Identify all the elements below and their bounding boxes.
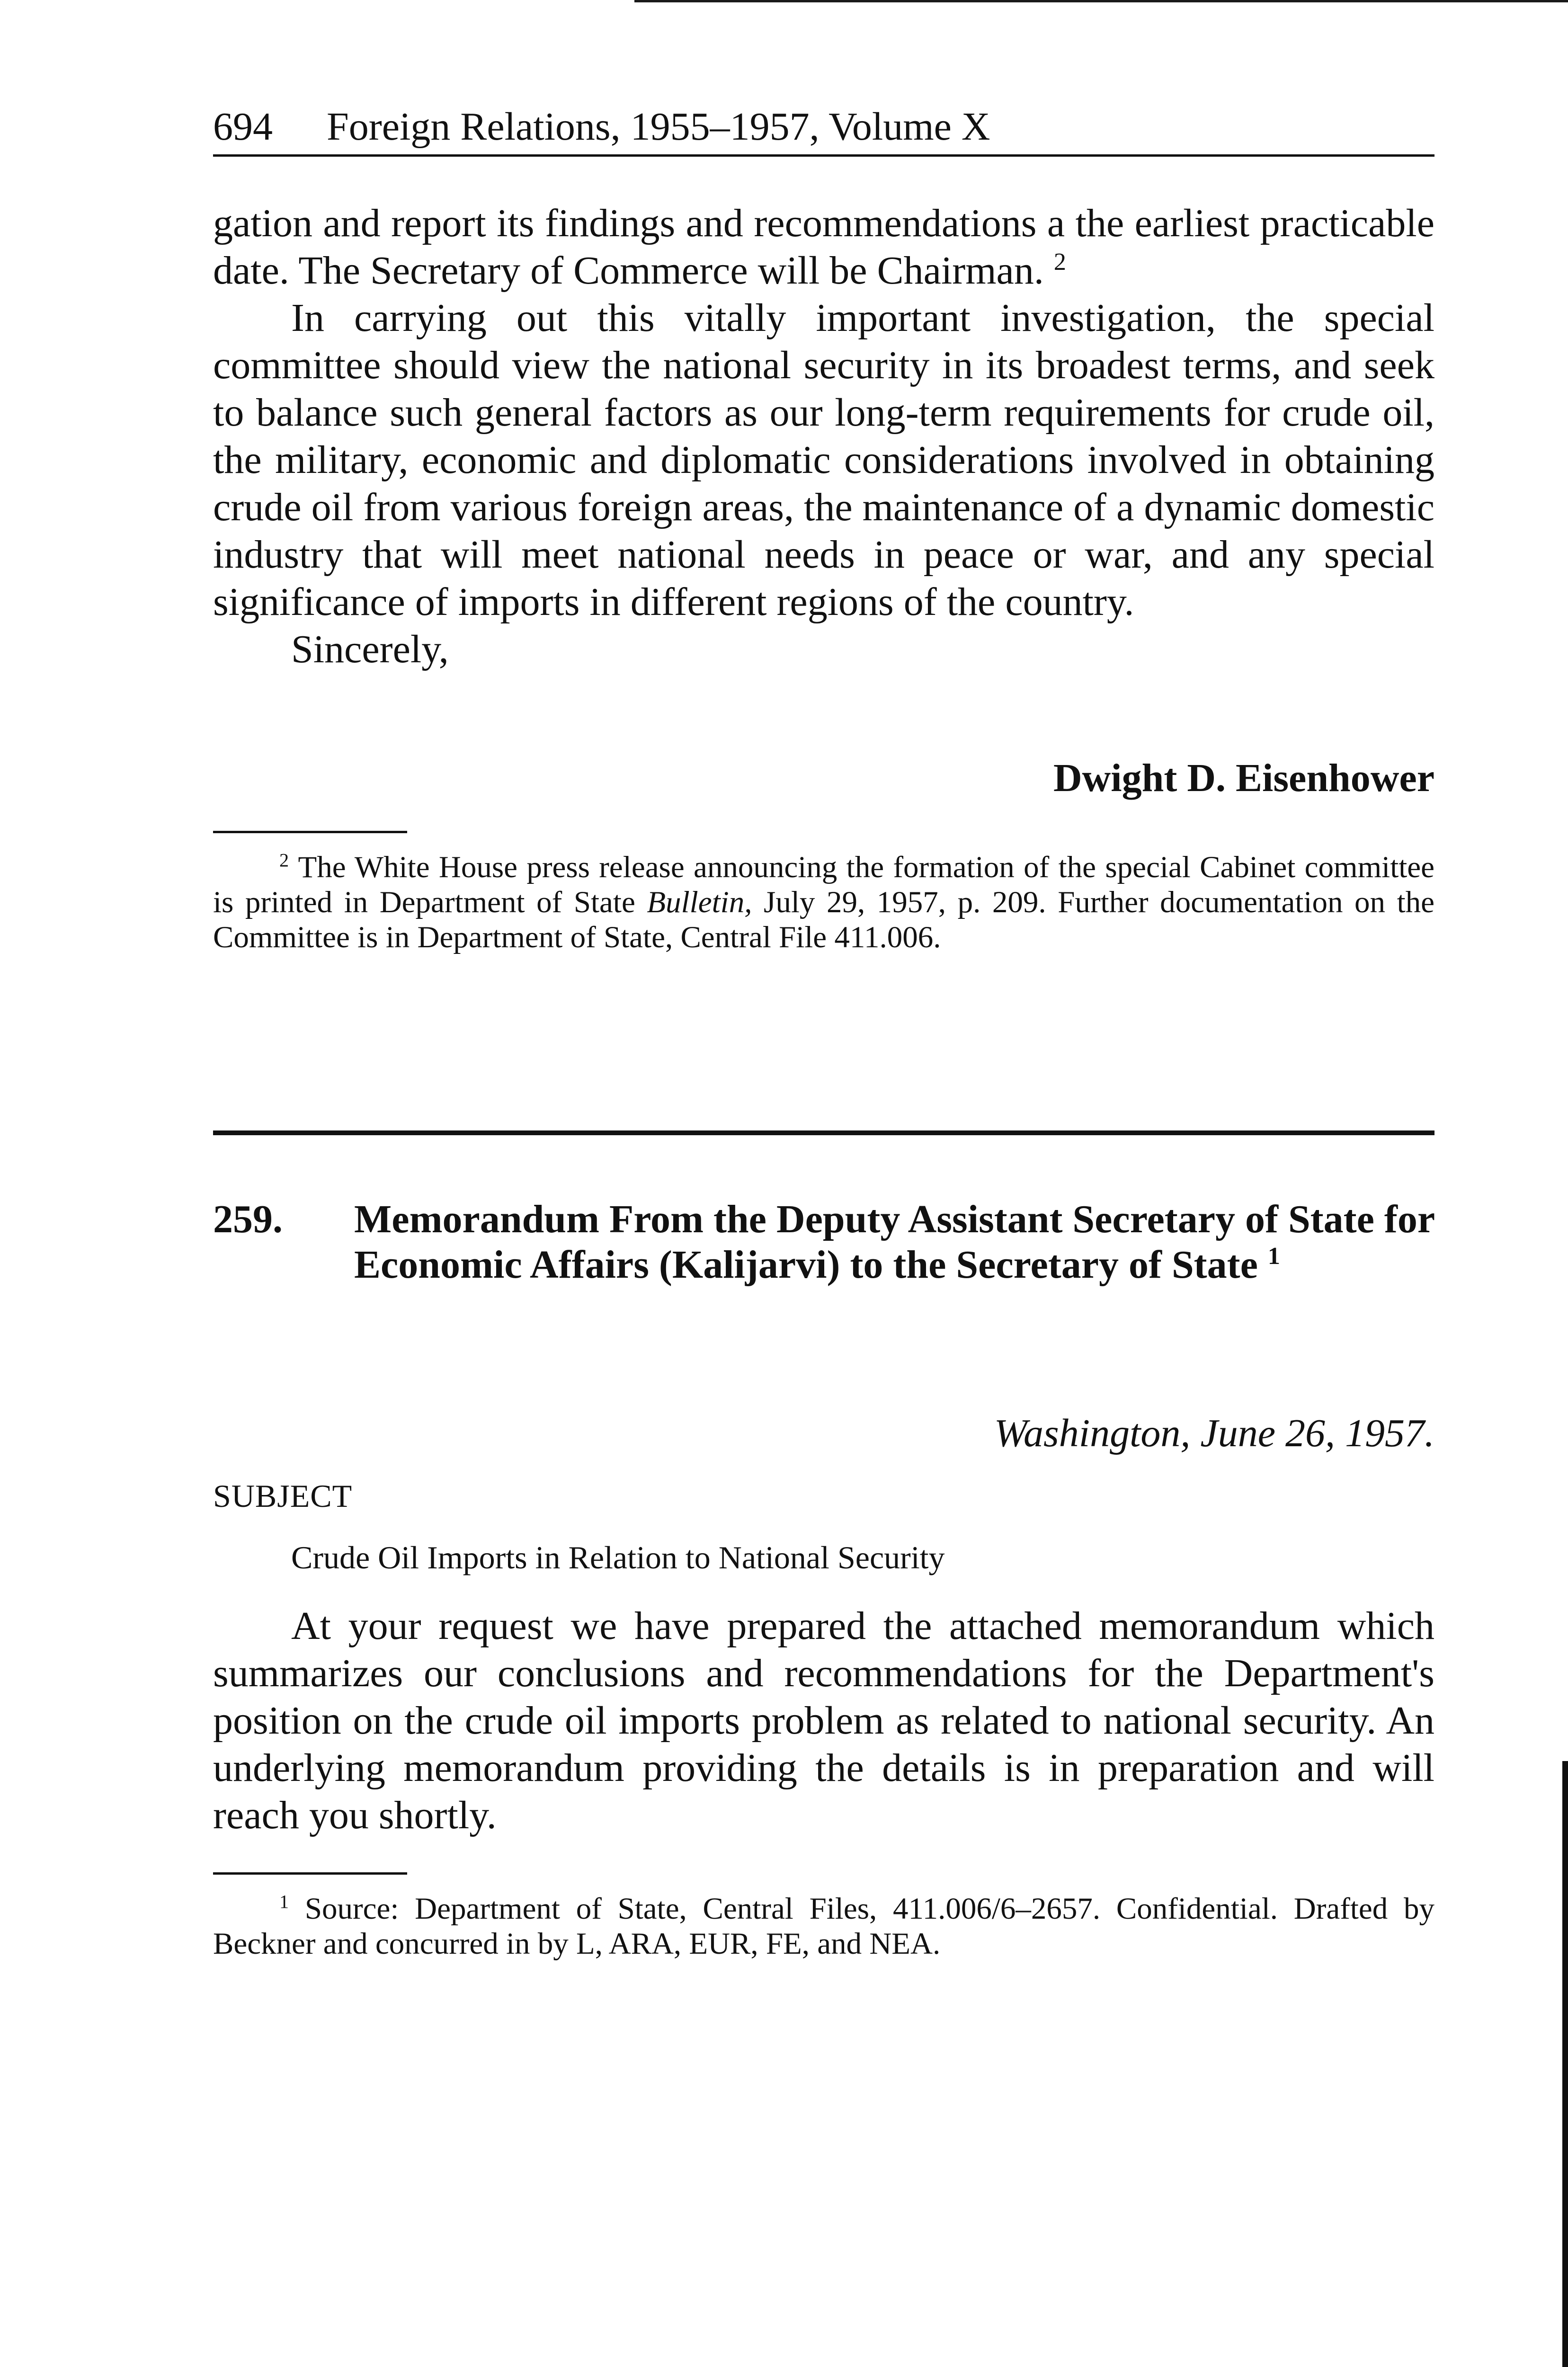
footnote-2-italic: Bulletin, [647,885,752,919]
document-number: 259. [213,1197,283,1241]
letter-paragraph-1 [213,200,1434,294]
running-head-title: Foreign Relations, 1955–1957, Volume X [327,105,990,149]
footnote-ref-2[interactable]: 2 [1053,249,1066,276]
letter-paragraph-2: In carrying out this vitally important investigation, the special committee should view the national security in its broadest terms, and seek to balance such general factors as our long-term requirements for crude oil, the military, economic and diplomatic considerations involved in obtaining crude oil from various foreign areas, the maintenance of a dynamic domestic industry that will meet national needs in peace or war, and any special significance of imports in different regions of the country. [213,296,1434,624]
subject-text: Crude Oil Imports in Relation to National Security [291,1539,945,1575]
document-title-text: Memorandum From the Deputy Assistant Secretary of State for Economic Affairs (Kalijarvi) to the Secretary of State [354,1197,1434,1287]
memorandum-paragraph: At your request we have prepared the attached memorandum which summarizes our conclusions and recommendations for the Department's position on the crude oil imports problem as related to national security. An underlying memorandum providing the details is in preparation and will reach you shortly. [213,1604,1434,1837]
scan-right-edge [1562,1761,1568,2367]
footnote-2-text-before: The White House press release announcing the formation of the special Cabinet committee is printed in Department of State [213,850,1435,919]
dateline: Washington, June 26, 1957. [994,1411,1434,1455]
footnote-2-text-after: July 29, 1957, p. 209. Further documentation on the Committee is in Department of State, Central File 411.006. [213,885,1435,954]
footnote-2-marker: 2 [279,849,289,871]
page-number: 694 [213,105,273,149]
section-divider [213,1130,1434,1135]
letter-closing: Sincerely, [291,627,449,671]
footnote-2 [213,850,1434,955]
footnote-rule [213,831,407,833]
footnote-1 [213,1891,1434,1961]
signature: Dwight D. Eisenhower [1053,756,1434,800]
scan-top-edge [634,0,1568,2]
subject-label: SUBJECT [213,1478,353,1514]
footnote-1-text: Source: Department of State, Central Files, 411.006/6–2657. Confidential. Drafted by Beckner and concurred in by L, ARA, EUR, FE, and NEA. [213,1892,1434,1961]
memorandum-body [213,1602,1434,1839]
running-head-rule [213,154,1434,157]
footnote-rule [213,1872,407,1875]
running-head [213,103,1434,151]
footnote-1-marker: 1 [279,1891,289,1913]
letter-paragraph-1-text: gation and report its findings and recommendations a the earliest practicable date. The Secretary of Commerce will be Chairman. [213,201,1434,293]
document-title [354,1197,1434,1288]
letter-continuation [213,200,1434,673]
footnote-ref-1[interactable]: 1 [1267,1243,1280,1270]
